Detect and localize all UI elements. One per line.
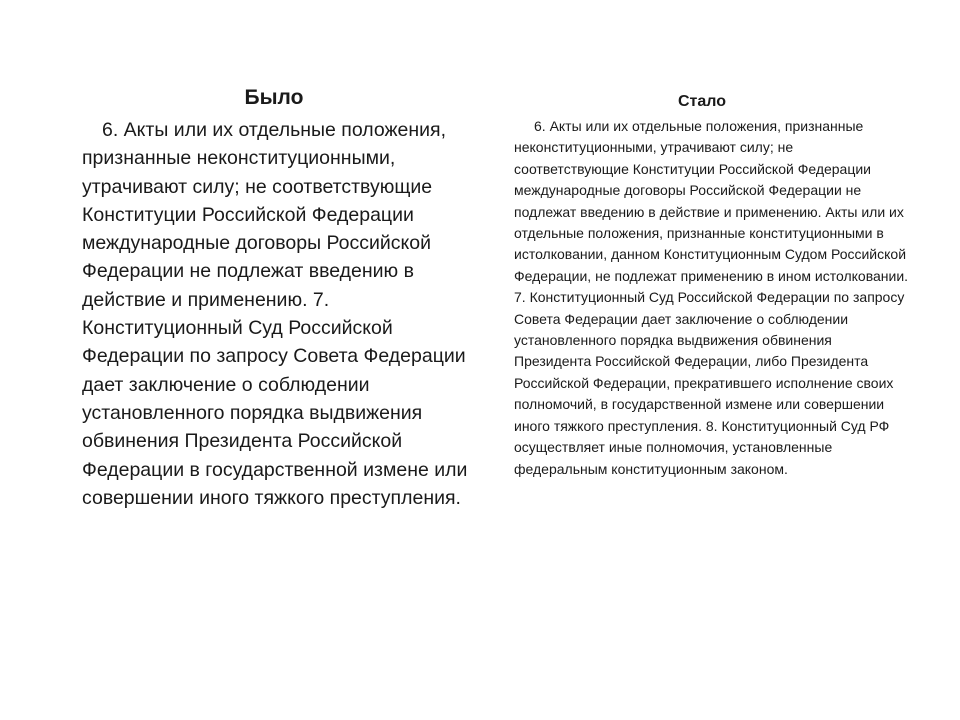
column-after-text: 6. Акты или их отдельные положения, признанные неконституционными, утрачивают силу; не соответствующие Конституции Российской Федерации международные договоры Российской Федерации не подлежат введению в действие и применению. Акты или их отдельные положения, признанные конституционными в истолковании, данном Конституционным Судом Российской Федерации, не подлежат применению в ином истолковании. 7. Конституционный Суд Российской Федерации по запросу Совета Федерации дает заключение о соблюдении установленного порядка выдвижения обвинения Президента Российской Федерации, либо Президента Российской Федерации, прекратившего исполнение своих полномочий, в государственной измене или совершении иного тяжкого преступления. 8. Конституционный Суд РФ осуществляет иные полномочия, установленные федеральным конституционным законом.	[514, 118, 909, 477]
column-before-heading: Было	[244, 86, 304, 109]
column-before	[82, 84, 472, 512]
column-before-text: 6. Акты или их отдельные положения, признанные неконституционными, утрачивают силу; не соответствующие Конституции Российской Федерации международные договоры Российской Федерации не подлежат введению в действие и применению. 7. Конституционный Суд Российской Федерации по запросу Совета Федерации дает заключение о соблюдении установленного порядка выдвижения обвинения Президента Российской Федерации в государственной измене или совершении иного тяжкого преступления.	[82, 119, 468, 509]
column-after-heading: Стало	[677, 93, 726, 110]
column-after	[514, 92, 910, 480]
